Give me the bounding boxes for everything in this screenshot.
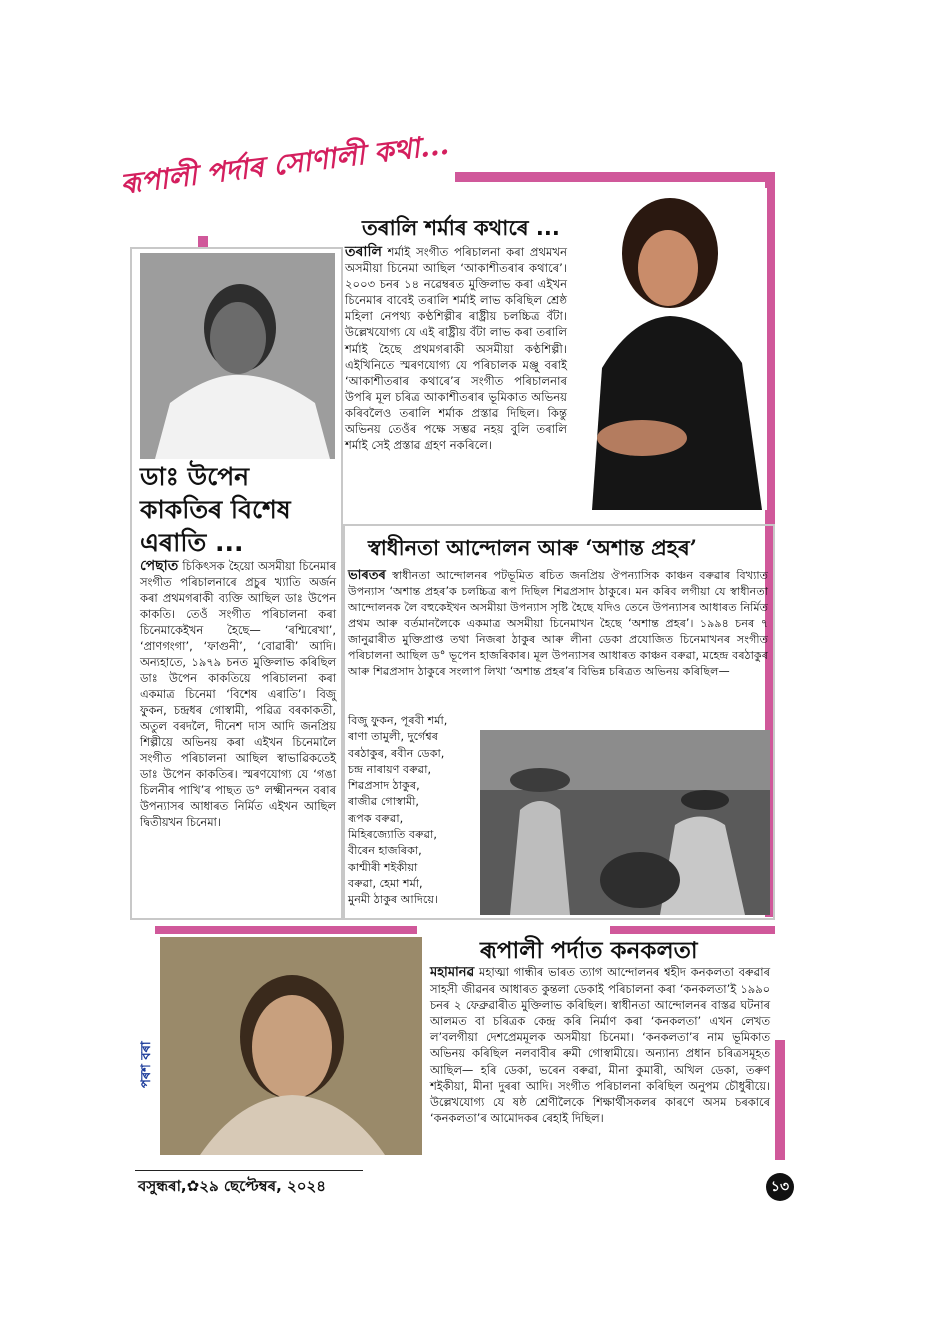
upen-body: চিকিৎসক হৈয়ো অসমীয়া চিনেমাৰ সংগীত পৰিচালনাৰে প্ৰচুৰ খ্যাতি অৰ্জন কৰা প্ৰথমগৰাকী ব্যক্তি আছিল ডাঃ উপেন কাকতি। তেওঁ সংগীত পৰিচালনা কৰা চিনেমাকেইখন হৈছে— ‘ৰশ্মিৰেখা’, ‘প্ৰাণগংগা’, ‘ফাগুনী’, ‘বোৱাৰী’ আদি। অন্যহাতে, ১৯৭৯ চনত মুক্তিলাভ কৰিছিল ডাঃ উপেন কাকতিয়ে পৰিচালনা কৰা একমাত্ৰ চিনেমা ‘বিশেষ এৰাতি’। বিজু ফুকন, চন্দ্ৰধৰ গোস্বামী, পৱিত্ৰ বৰকাকতী, অতুল বৰদলৈ, দীনেশ দাস আদি জনপ্ৰিয় শিল্পীয়ে অভিনয় কৰা এইখন চিনেমালৈ সংগীত পৰিচালনা আছিল স্বাভাৱিকতেই ডাঃ উপেন কাকতিৰ। স্মৰণযোগ্য যে ‘গঙা চিলনীৰ পাখি’ৰ পাছত ড° লক্ষ্মীনন্দন বৰাৰ উপন্যাসৰ আধাৰত নিৰ্মিত এইখন আছিল দ্বিতীয়খন চিনেমা। [140, 559, 336, 829]
portrait-graphic [140, 253, 335, 459]
cast-line: বৰঠাকুৰ, ৰবীন ডেকা, [348, 746, 445, 760]
tarali-body: শৰ্মাই সংগীত পৰিচালনা কৰা প্ৰথমখন অসমীয়া চিনেমা আছিল ‘আকাশীতৰাৰ কথাৰে’। ২০০৩ চনৰ ১৪ নৱেম্বৰত মুক্তিলাভ কৰা এইখন চিনেমাৰ বাবেই তৰালি শৰ্মাই লাভ কৰিছিল শ্ৰেষ্ঠ মহিলা নেপথ্য কণ্ঠশিল্পীৰ ৰাষ্ট্ৰীয় চলচ্চিত্ৰ বঁটা। উল্লেখযোগ্য যে এই ৰাষ্ট্ৰীয় বঁটা লাভ কৰা তৰালি শৰ্মাই হৈছে প্ৰথমগৰাকী অসমীয়া কণ্ঠশিল্পী। এইখিনিতে স্মৰণযোগ্য যে পৰিচালক মঞ্জু বৰাই ‘আকাশীতৰাৰ কথাৰে’ৰ সংগীত পৰিচালনাৰ উপৰি মূল চৰিত্ৰ আকাশীতৰাৰ ভূমিকাত অভিনয় কৰিবলৈও তৰালি শৰ্মাক প্ৰস্তাৱ দিছিল। কিন্তু অভিনয় তেওঁৰ পক্ষে সম্ভৱ নহয় বুলি তৰালি শৰ্মাই সেই প্ৰস্তাৱ গ্ৰহণ নকৰিলে। [345, 245, 567, 453]
upen-lead: পেছাত [140, 558, 179, 574]
publication-name: বসুন্ধৰা, [138, 1177, 187, 1195]
upen-kakati-photo [140, 253, 335, 459]
author-credit [135, 1010, 155, 1090]
cast-line: শিৱপ্ৰসাদ ঠাকুৰ, [348, 779, 420, 793]
page-number: ১৩ [770, 1179, 790, 1195]
cast-line: মিহিৰজ্যোতি বৰুৱা, [348, 828, 437, 842]
issue-date: ২৯ ছেপ্টেম্বৰ, ২০২৪ [199, 1177, 326, 1195]
cast-line: কাশ্মীৰী শইকীয়া [348, 860, 418, 874]
page-number-badge [766, 1173, 794, 1201]
bottom-pink-accent [775, 1040, 785, 1160]
cast-line: ৰূপক বৰুৱা, [348, 811, 404, 825]
bottom-frame-bar-left [155, 926, 417, 934]
footer-line [135, 1170, 363, 1171]
cast-line: চন্দ্ৰ নাৰায়ণ বৰুৱা, [348, 762, 432, 776]
cast-line: মুনমী ঠাকুৰ আদিয়ে। [348, 893, 438, 907]
cast-line: ৰাজীৱ গোস্বামী, [348, 795, 419, 809]
ashanta-article [348, 568, 768, 680]
ornament-icon: ✿ [186, 1177, 200, 1195]
upen-article [140, 558, 336, 830]
ashanta-title: স্বাধীনতা আন্দোলন আৰু ‘অশান্ত প্ৰহৰ’ [368, 535, 697, 560]
tarali-sharma-photo [572, 188, 767, 510]
kanaklata-title: ৰূপালী পৰ্দাত কনকলতা [480, 938, 698, 964]
tarali-title: তৰালি শৰ্মাৰ কথাৰে ... [362, 216, 560, 240]
author-name: পৰশ বৰা [139, 1041, 154, 1088]
film-still-graphic [480, 730, 770, 915]
film-still-graphic [160, 937, 422, 1155]
footer-masthead [138, 1175, 326, 1200]
kanaklata-article [430, 964, 770, 1126]
tarali-lead: তৰালি [345, 244, 382, 260]
cast-line: বিজু ফুকন, পূৰবী শৰ্মা, [348, 714, 448, 727]
top-frame-bar [455, 172, 775, 182]
kanaklata-body: মহাত্মা গান্ধীৰ ভাৰত ত্যাগ আন্দোলনৰ শ্বহীদ কনকলতা বৰুৱাৰ সাহসী জীৱনৰ আধাৰত কুন্তলা ডেকাই পৰিচালনা কৰা ‘কনকলতা’ই ১৯৯০ চনৰ ২ ফেব্ৰুৱাৰীত মুক্তিলাভ কৰিছিল। স্বাধীনতা আন্দোলনৰ বাস্তৱ ঘটনাৰ আলমত বা চৰিত্ৰক কেন্দ্ৰ কৰি নিৰ্মাণ কৰা ‘কনকলতা’ এখন লেখত ল’বলগীয়া দেশপ্ৰেমমূলক অসমীয়া চিনেমা। ‘কনকলতা’ৰ নাম ভূমিকাত অভিনয় কৰিছিল নলবাবীৰ ৰুমী গোস্বামীয়ে। অন্যান্য প্ৰধান চৰিত্ৰসমূহত আছিল— হৰি ডেকা, ভৰেন বৰুৱা, মীনা কুমাৰী, অখিল ডেকা, তৰুণ শইকীয়া, মীনা দুৰৰা আদি। সংগীত পৰিচালনা কৰিছিল অনুপম চৌধুৰীয়ে। উল্লেখযোগ্য যে ষষ্ঠ শ্ৰেণীলৈকে শিক্ষাৰ্থীসকলৰ কাৰণে অসম চৰকাৰে ‘কনকলতা’ৰ আমোদকৰ ৰেহাই দিছিল। [430, 965, 770, 1125]
kanaklata-film-still [160, 937, 422, 1155]
cast-line: বৰুৱা, হেমা শৰ্মা, [348, 876, 423, 890]
ashanta-cast-list [348, 713, 478, 909]
ashanta-lead: ভাৰতৰ [348, 568, 386, 583]
ashanta-body: স্বাধীনতা আন্দোলনৰ পটভূমিত ৰচিত জনপ্ৰিয় ঔপন্যাসিক কাঞ্চন বৰুৱাৰ বিখ্যাত উপন্যাস ‘অশান্ত প্ৰহৰ’ক চলচ্চিত্ৰ ৰূপ দিছিল শিৱপ্ৰসাদ ঠাকুৰে। মন কৰিব লগীয়া যে স্বাধীনতা আন্দোলনক লৈ বহুকেইখন অসমীয়া উপন্যাস সৃষ্টি হৈছে যদিও তেনে উপন্যাসৰ আধাৰত নিৰ্মিত প্ৰথম আৰু বৰ্তমানলৈকে একমাত্ৰ অসমীয়া চিনেমাখন হৈছে ‘অশান্ত প্ৰহৰ’। ১৯৯৪ চনৰ ৭ জানুৱাৰীত মুক্তিপ্ৰাপ্ত তথা নিজৰা ঠাকুৰ আৰু লীনা ডেকা প্ৰযোজিত চিনেমাখনৰ সংগীত পৰিচালনা আছিল ড° ভূপেন হাজৰিকাৰ। মূল উপন্যাসৰ আধাৰত কাঞ্চন বৰুৱা, মহেন্দ্ৰ বৰঠাকুৰ আৰু শিৱপ্ৰসাদ ঠাকুৰে সংলাপ লিখা ‘অশান্ত প্ৰহৰ’ৰ বিভিন্ন চৰিত্ৰত অভিনয় কৰিছিল— [348, 569, 768, 678]
cast-line: ৰাণা তামুলী, দুৰ্গেশ্বৰ [348, 730, 438, 744]
portrait-graphic [572, 188, 767, 510]
series-title: ৰূপালী পৰ্দাৰ সোণালী কথা... [118, 127, 451, 201]
kanaklata-lead: মহামানৱ [430, 965, 475, 980]
tarali-article [345, 244, 567, 453]
ashanta-film-still [480, 730, 770, 915]
upen-title: ডাঃ উপেন কাকতিৰ বিশেষ এৰাতি ... [140, 462, 291, 557]
cast-line: বীৰেন হাজৰিকা, [348, 844, 422, 858]
